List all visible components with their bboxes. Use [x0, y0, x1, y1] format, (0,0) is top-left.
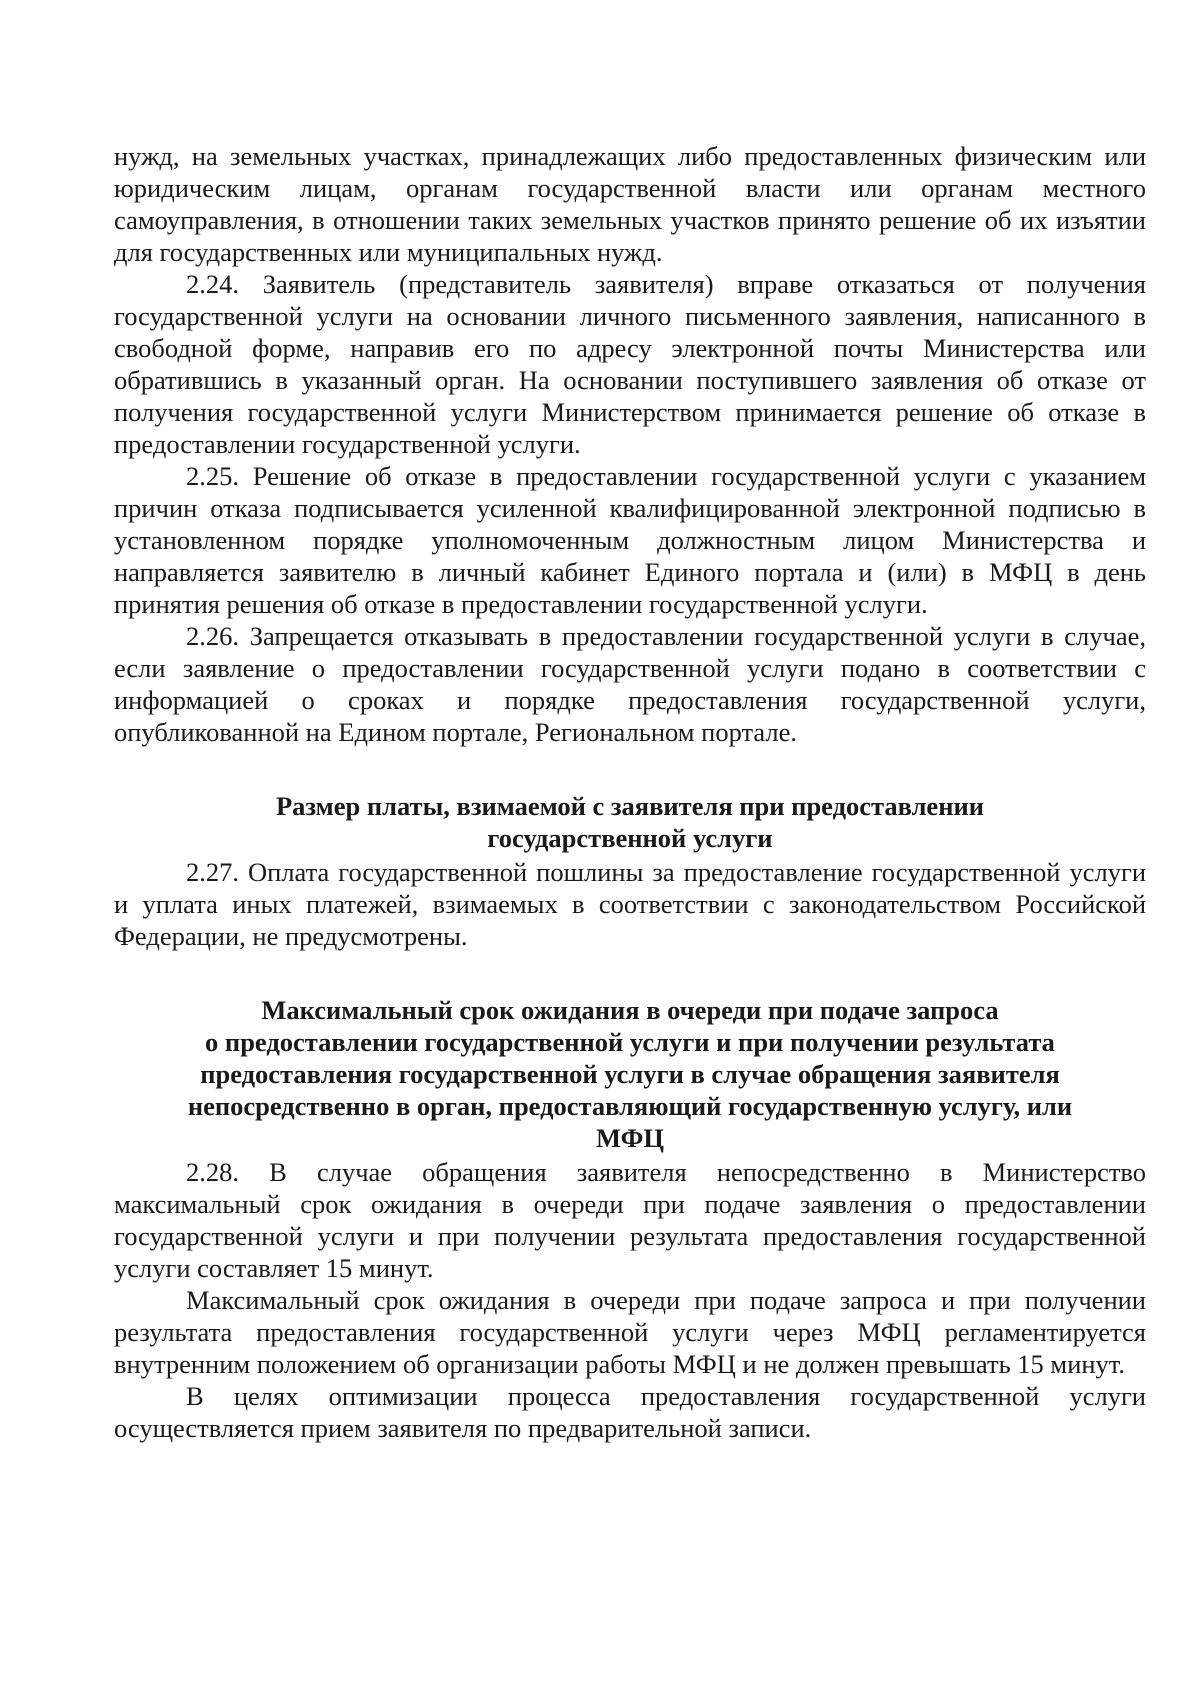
- heading-line: Размер платы, взимаемой с заявителя при предоставлении: [275, 791, 985, 821]
- section-heading-queue: [114, 994, 1146, 1154]
- paragraph-2-27: 2.27. Оплата государственной пошлины за предоставление государственной услуги и уплата иных платежей, взимаемых в соответствии с законодательством Российской Федерации, не предусмотрены.: [114, 857, 1146, 951]
- paragraph-2-25: 2.25. Решение об отказе в предоставлении государственной услуги с указанием причин отказа подписывается усиленной квалифицированной электронной подписью в установленном порядке уполномоченным должностным лицом Министерства и направляется заявителю в личный кабинет Единого портала и (или) в МФЦ в день принятия решения об отказе в предоставлении государственной услуги.: [114, 461, 1146, 619]
- paragraph-mfc-wait: Максимальный срок ожидания в очереди при подаче запроса и при получении результата предоставления государственной услуги через МФЦ регламентируется внутренним положением об организации работы МФЦ и не должен превышать 15 минут.: [114, 1285, 1146, 1379]
- document-page: [114, 140, 1146, 1444]
- section-heading-fee: [114, 790, 1146, 854]
- spacer: [114, 952, 1146, 994]
- heading-line: предоставления государственной услуги в случае обращения заявителя: [200, 1059, 1060, 1089]
- heading-line: МФЦ: [595, 1123, 665, 1153]
- paragraph-2-26: 2.26. Запрещается отказывать в предоставлении государственной услуги в случае, если заявление о предоставлении государственной услуги подано в соответствии с информацией о сроках и порядке предоставления государственной услуги, опубликованной на Едином портале, Региональном портале.: [114, 621, 1146, 747]
- heading-line: непосредственно в орган, предоставляющий государственную услугу, или: [187, 1091, 1073, 1121]
- spacer: [114, 748, 1146, 790]
- heading-line: государственной услуги: [487, 823, 773, 853]
- heading-line: Максимальный срок ожидания в очереди при подаче запроса: [261, 995, 999, 1025]
- paragraph-2-28: 2.28. В случае обращения заявителя непосредственно в Министерство максимальный срок ожидания в очереди при подаче заявления о предоставлении государственной услуги и при получении результата предоставления государственной услуги составляет 15 минут.: [114, 1157, 1146, 1283]
- paragraph-2-24: 2.24. Заявитель (представитель заявителя) вправе отказаться от получения государственной услуги на основании личного письменного заявления, написанного в свободной форме, направив его по адресу электронной почты Министерства или обратившись в указанный орган. На основании поступившего заявления об отказе от получения государственной услуги Министерством принимается решение об отказе в предоставлении государственной услуги.: [114, 269, 1146, 459]
- heading-line: о предоставлении государственной услуги и при получении результата: [205, 1027, 1055, 1057]
- paragraph-continuation: нужд, на земельных участках, принадлежащих либо предоставленных физическим или юридическим лицам, органам государственной власти или органам местного самоуправления, в отношении таких земельных участков принято решение об их изъятии для государственных или муниципальных нужд.: [114, 141, 1146, 267]
- paragraph-optimization: В целях оптимизации процесса предоставления государственной услуги осуществляется прием заявителя по предварительной записи.: [114, 1381, 1146, 1443]
